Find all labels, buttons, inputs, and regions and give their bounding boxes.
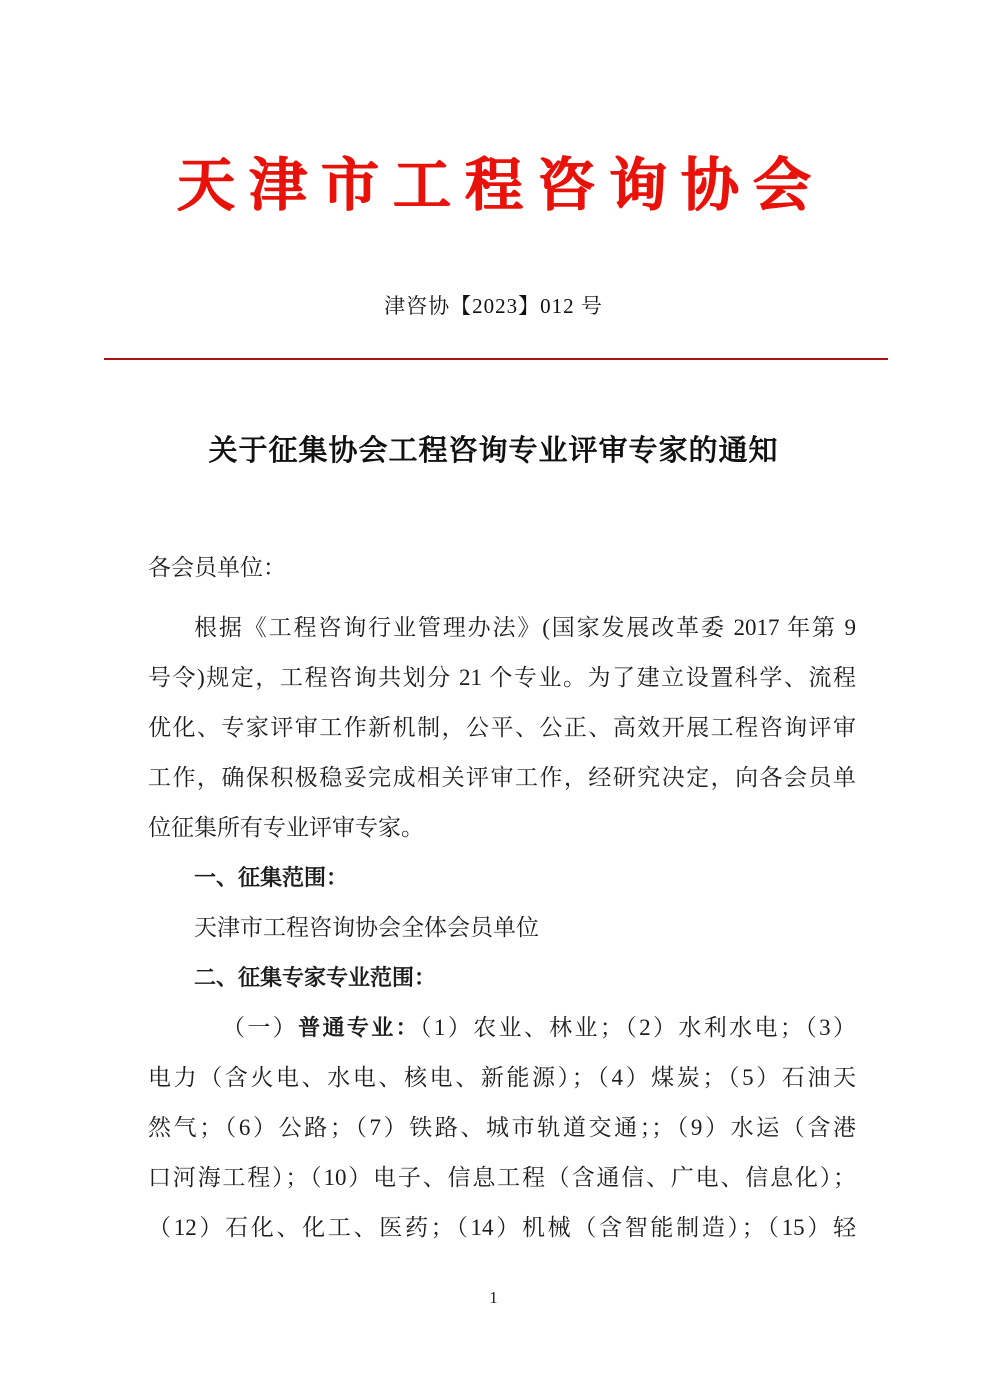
intro-line-4: 工作，确保积极稳妥完成相关评审工作，经研究决定，向各会员单 (148, 765, 856, 790)
specialties-line-3: 然气；（6）公路；（7）铁路、城市轨道交通；；（9）水运（含港 (148, 1115, 857, 1140)
salutation: 各会员单位： (148, 555, 286, 580)
section2-heading: 二、征集专家专业范围： (194, 965, 437, 990)
page-number: 1 (489, 1288, 498, 1307)
doc-reference-number: 津咨协【2023】012 号 (384, 294, 603, 318)
intro-line-2: 号令)规定，工程咨询共划分 21 个专业。为了建立设置科学、流程 (148, 665, 856, 690)
specialties-line-1 (148, 1003, 856, 1053)
notice-title: 关于征集协会工程咨询专业评审专家的通知 (208, 435, 779, 467)
specialties-line-2: 电力（含火电、水电、核电、新能源）；（4）煤炭；（5）石油天 (148, 1065, 856, 1090)
intro-line-1: 根据《工程咨询行业管理办法》(国家发展改革委 2017 年第 9 (194, 615, 856, 640)
section1-heading: 一、征集范围： (194, 865, 349, 890)
specialties-line-5: （12）石化、化工、医药；（14）机械（含智能制造）；（15）轻 (148, 1215, 856, 1240)
org-letterhead-title: 天津市工程咨询协会 (176, 153, 825, 218)
intro-line-5: 位征集所有专业评审专家。 (148, 815, 424, 840)
specialties-line-4: 口河海工程）；（10）电子、信息工程（含通信、广电、信息化）； (148, 1165, 856, 1190)
intro-line-3: 优化、专家评审工作新机制，公平、公正、高效开展工程咨询评审 (148, 715, 856, 740)
letterhead-divider-line (104, 358, 888, 360)
specialties-item-prefix: （一） (222, 1015, 299, 1040)
section1-body: 天津市工程咨询协会全体会员单位 (194, 915, 539, 940)
specialties-line-1-rest: （1）农业、林业；（2）水利水电；（3） (419, 1015, 856, 1040)
specialties-bold-label: 普通专业： (298, 1015, 420, 1040)
